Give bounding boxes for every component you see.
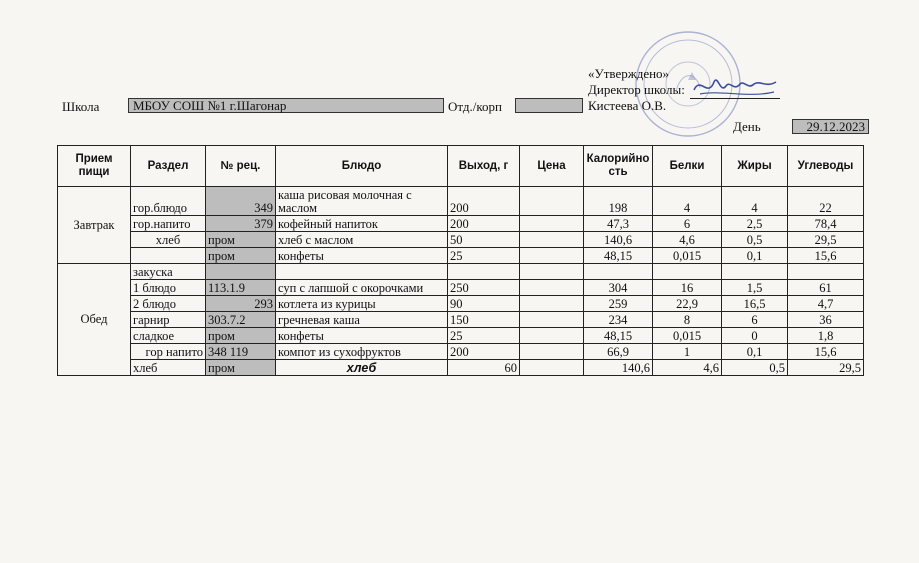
calories-cell: 140,6 [584, 232, 653, 248]
table-row [58, 280, 864, 296]
table-row [58, 248, 864, 264]
carbs-cell: 36 [788, 312, 864, 328]
fat-cell: 1,5 [722, 280, 788, 296]
yield-cell [448, 264, 520, 280]
section-cell: хлеб [131, 232, 206, 248]
dept-label: Отд./корп [448, 99, 502, 114]
price-cell [520, 187, 584, 216]
price-cell [520, 264, 584, 280]
dish-cell: хлеб с маслом [276, 232, 448, 248]
section-cell: сладкое [131, 328, 206, 344]
protein-cell: 0,015 [653, 248, 722, 264]
price-cell [520, 296, 584, 312]
yield-cell: 250 [448, 280, 520, 296]
col-recipe: № рец. [206, 146, 276, 187]
col-dish: Блюдо [276, 146, 448, 187]
director-signature-icon [690, 68, 780, 108]
recipe-cell: 379 [206, 216, 276, 232]
dish-cell: гречневая каша [276, 312, 448, 328]
menu-table [57, 145, 864, 376]
price-cell [520, 312, 584, 328]
carbs-cell: 78,4 [788, 216, 864, 232]
calories-cell: 48,15 [584, 328, 653, 344]
dish-cell: компот из сухофруктов [276, 344, 448, 360]
yield-cell: 25 [448, 328, 520, 344]
table-row [58, 312, 864, 328]
recipe-cell: пром [206, 328, 276, 344]
section-cell: хлеб [131, 360, 206, 376]
section-cell: 2 блюдо [131, 296, 206, 312]
table-row [58, 328, 864, 344]
yield-cell: 50 [448, 232, 520, 248]
fat-cell: 0,1 [722, 344, 788, 360]
day-label: День [733, 119, 761, 134]
dish-cell: каша рисовая молочная с маслом [276, 187, 448, 216]
date-field[interactable]: 29.12.2023 [792, 119, 869, 134]
dish-cell [276, 264, 448, 280]
protein-cell: 0,015 [653, 328, 722, 344]
calories-cell: 66,9 [584, 344, 653, 360]
protein-cell: 1 [653, 344, 722, 360]
fat-cell: 4 [722, 187, 788, 216]
carbs-cell: 1,8 [788, 328, 864, 344]
dish-cell: конфеты [276, 328, 448, 344]
recipe-cell: 113.1.9 [206, 280, 276, 296]
table-row [58, 344, 864, 360]
dish-cell: хлеб [276, 360, 448, 376]
fat-cell: 2,5 [722, 216, 788, 232]
calories-cell: 259 [584, 296, 653, 312]
section-cell [131, 248, 206, 264]
table-row [58, 360, 864, 376]
approval-block [588, 66, 685, 114]
calories-cell: 234 [584, 312, 653, 328]
col-section: Раздел [131, 146, 206, 187]
fat-cell: 16,5 [722, 296, 788, 312]
col-protein: Белки [653, 146, 722, 187]
price-cell [520, 328, 584, 344]
fat-cell: 0,1 [722, 248, 788, 264]
director-name: Кистеева О.В. [588, 98, 667, 113]
meal-breakfast: Завтрак [58, 187, 131, 264]
recipe-cell [206, 264, 276, 280]
calories-cell: 198 [584, 187, 653, 216]
yield-cell: 25 [448, 248, 520, 264]
school-label: Школа [62, 99, 100, 114]
signature-line [690, 98, 780, 99]
protein-cell: 8 [653, 312, 722, 328]
col-meal: Прием пищи [58, 146, 131, 187]
calories-cell: 304 [584, 280, 653, 296]
carbs-cell: 61 [788, 280, 864, 296]
yield-cell: 150 [448, 312, 520, 328]
col-carbs: Углеводы [788, 146, 864, 187]
fat-cell: 6 [722, 312, 788, 328]
dish-cell: конфеты [276, 248, 448, 264]
table-header-row [58, 146, 864, 187]
meal-lunch: Обед [58, 264, 131, 376]
protein-cell: 22,9 [653, 296, 722, 312]
recipe-cell: 349 [206, 187, 276, 216]
carbs-cell: 22 [788, 187, 864, 216]
col-price: Цена [520, 146, 584, 187]
section-cell: закуска [131, 264, 206, 280]
recipe-cell: 348 119 [206, 344, 276, 360]
price-cell [520, 360, 584, 376]
recipe-cell: пром [206, 248, 276, 264]
dish-cell: суп с лапшой с окорочками [276, 280, 448, 296]
calories-cell: 48,15 [584, 248, 653, 264]
price-cell [520, 216, 584, 232]
recipe-cell: пром [206, 232, 276, 248]
yield-cell: 90 [448, 296, 520, 312]
carbs-cell: 29,5 [788, 232, 864, 248]
protein-cell: 4 [653, 187, 722, 216]
section-cell: гарнир [131, 312, 206, 328]
carbs-cell: 4,7 [788, 296, 864, 312]
protein-cell: 4,6 [653, 232, 722, 248]
table-row [58, 264, 864, 280]
price-cell [520, 344, 584, 360]
yield-cell: 200 [448, 187, 520, 216]
carbs-cell: 29,5 [788, 360, 864, 376]
col-calories: Калорийность [584, 146, 653, 187]
carbs-cell: 15,6 [788, 344, 864, 360]
col-yield: Выход, г [448, 146, 520, 187]
table-row [58, 216, 864, 232]
table-row [58, 296, 864, 312]
col-fat: Жиры [722, 146, 788, 187]
price-cell [520, 280, 584, 296]
yield-cell: 60 [448, 360, 520, 376]
yield-cell: 200 [448, 216, 520, 232]
yield-cell: 200 [448, 344, 520, 360]
section-cell: 1 блюдо [131, 280, 206, 296]
recipe-cell: 293 [206, 296, 276, 312]
carbs-cell: 15,6 [788, 248, 864, 264]
section-cell: гор.напито [131, 216, 206, 232]
dish-cell: кофейный напиток [276, 216, 448, 232]
director-label: Директор школы: [588, 82, 685, 97]
fat-cell [722, 264, 788, 280]
dept-field[interactable] [515, 98, 583, 113]
school-name-field[interactable]: МБОУ СОШ №1 г.Шагонар [128, 98, 444, 113]
section-cell: гор напито [131, 344, 206, 360]
fat-cell: 0 [722, 328, 788, 344]
price-cell [520, 248, 584, 264]
price-cell [520, 232, 584, 248]
section-cell: гор.блюдо [131, 187, 206, 216]
protein-cell: 16 [653, 280, 722, 296]
fat-cell: 0,5 [722, 360, 788, 376]
approval-title: «Утверждено» [588, 66, 670, 81]
table-row [58, 187, 864, 216]
protein-cell: 6 [653, 216, 722, 232]
protein-cell: 4,6 [653, 360, 722, 376]
recipe-cell: пром [206, 360, 276, 376]
dish-cell: котлета из курицы [276, 296, 448, 312]
calories-cell: 140,6 [584, 360, 653, 376]
calories-cell: 47,3 [584, 216, 653, 232]
calories-cell [584, 264, 653, 280]
table-row [58, 232, 864, 248]
recipe-cell: 303.7.2 [206, 312, 276, 328]
fat-cell: 0,5 [722, 232, 788, 248]
carbs-cell [788, 264, 864, 280]
protein-cell [653, 264, 722, 280]
